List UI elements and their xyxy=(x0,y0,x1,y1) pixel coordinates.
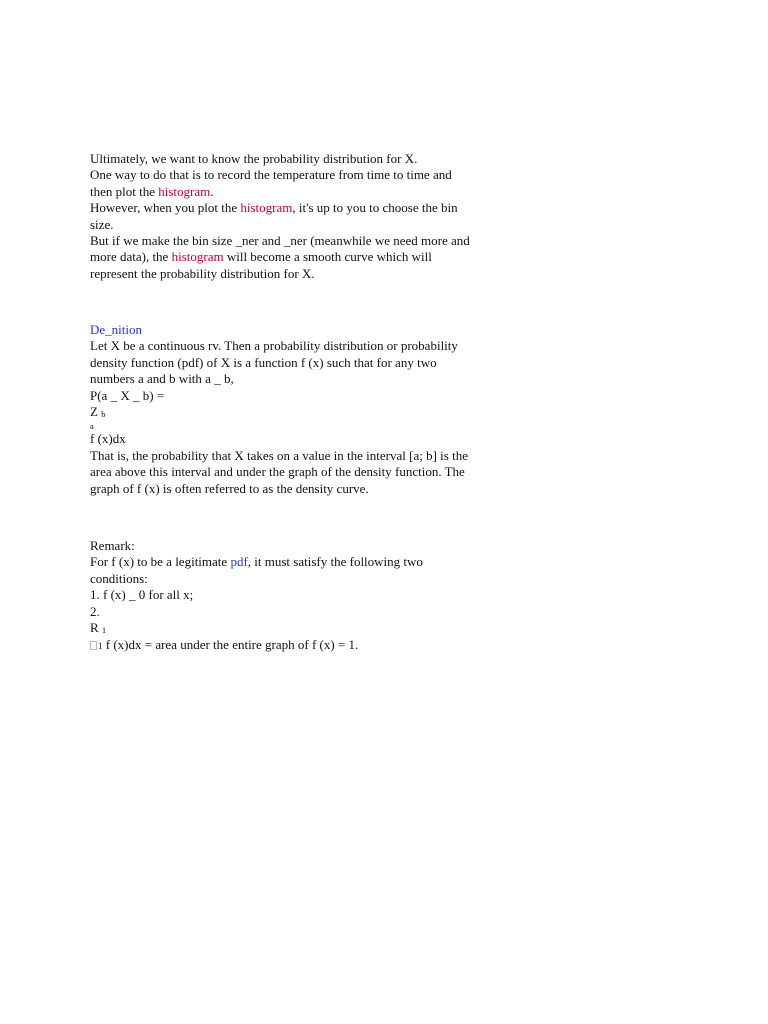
intro-line-2: One way to do that is to record the temperature from time to time and xyxy=(90,167,452,183)
integral-sign-line xyxy=(90,404,510,421)
condition-1: 1. f (x) _ 0 for all x; xyxy=(90,587,194,603)
remark-line-1-end: , it must satisfy the following two xyxy=(247,554,423,570)
remark-title: Remark: xyxy=(90,538,135,553)
integral-symbol: R xyxy=(90,620,99,636)
definition-line-8: That is, the probability that X takes on a value in the interval [a; b] is the xyxy=(90,447,468,463)
probability-expression: P(a _ X _ b) = xyxy=(90,387,165,403)
intro-line-5: size. xyxy=(90,216,114,232)
definition-line-10: graph of f (x) is often referred to as the density curve. xyxy=(90,480,369,496)
intro-line-4-text: However, when you plot the xyxy=(90,200,241,216)
definition-line-9: area above this interval and under the graph of the density function. The xyxy=(90,464,465,480)
intro-line-3-end: . xyxy=(210,183,214,199)
condition-2-text: f (x)dx = area under the entire graph of f (x) = 1. xyxy=(102,637,359,653)
histogram-link[interactable]: histogram xyxy=(158,183,211,199)
intro-line-6: But if we make the bin size _ner and _ner (meanwhile we need more and xyxy=(90,233,470,249)
intro-line-3 xyxy=(90,184,510,200)
definition-line-1: Let X be a continuous rv. Then a probability distribution or probability xyxy=(90,338,458,354)
definition-title[interactable]: De_nition xyxy=(90,322,142,337)
definition-section xyxy=(90,322,510,497)
integral-lower-limit: a xyxy=(90,421,94,432)
pdf-link[interactable]: pdf xyxy=(230,554,248,570)
histogram-link[interactable]: histogram xyxy=(240,200,293,216)
intro-line-4-end: , it's up to you to choose the bin xyxy=(292,200,458,216)
integrand: f (x)dx xyxy=(90,431,126,447)
integral-symbol: Z xyxy=(90,404,98,420)
definition-line-2: density function (pdf) of X is a function f (x) such that for any two xyxy=(90,354,437,370)
integral-upper-limit: b xyxy=(101,409,106,420)
intro-paragraph xyxy=(90,151,510,282)
integral-lower-limit: 1 xyxy=(98,641,103,652)
condition-2-expression xyxy=(90,637,510,654)
remark-section xyxy=(90,538,510,655)
condition-2-label: 2. xyxy=(90,603,100,619)
intro-line-7-text: more data), the xyxy=(90,249,172,265)
intro-line-3-text: then plot the xyxy=(90,183,159,199)
remark-line-2: conditions: xyxy=(90,570,148,586)
remark-line-1 xyxy=(90,554,510,570)
intro-line-7-end: will become a smooth curve which will xyxy=(223,249,432,265)
intro-line-8: represent the probability distribution for X. xyxy=(90,265,315,281)
integral-upper-limit: 1 xyxy=(101,625,107,636)
definition-line-3: numbers a and b with a _ b, xyxy=(90,371,234,387)
missing-glyph-icon xyxy=(90,641,97,650)
intro-line-1: Ultimately, we want to know the probability distribution for X. xyxy=(90,151,418,166)
integral-sign-line xyxy=(90,620,510,637)
remark-line-1-text: For f (x) to be a legitimate xyxy=(90,554,231,570)
histogram-link[interactable]: histogram xyxy=(171,249,224,265)
intro-line-4 xyxy=(90,200,510,216)
intro-line-7 xyxy=(90,249,510,265)
